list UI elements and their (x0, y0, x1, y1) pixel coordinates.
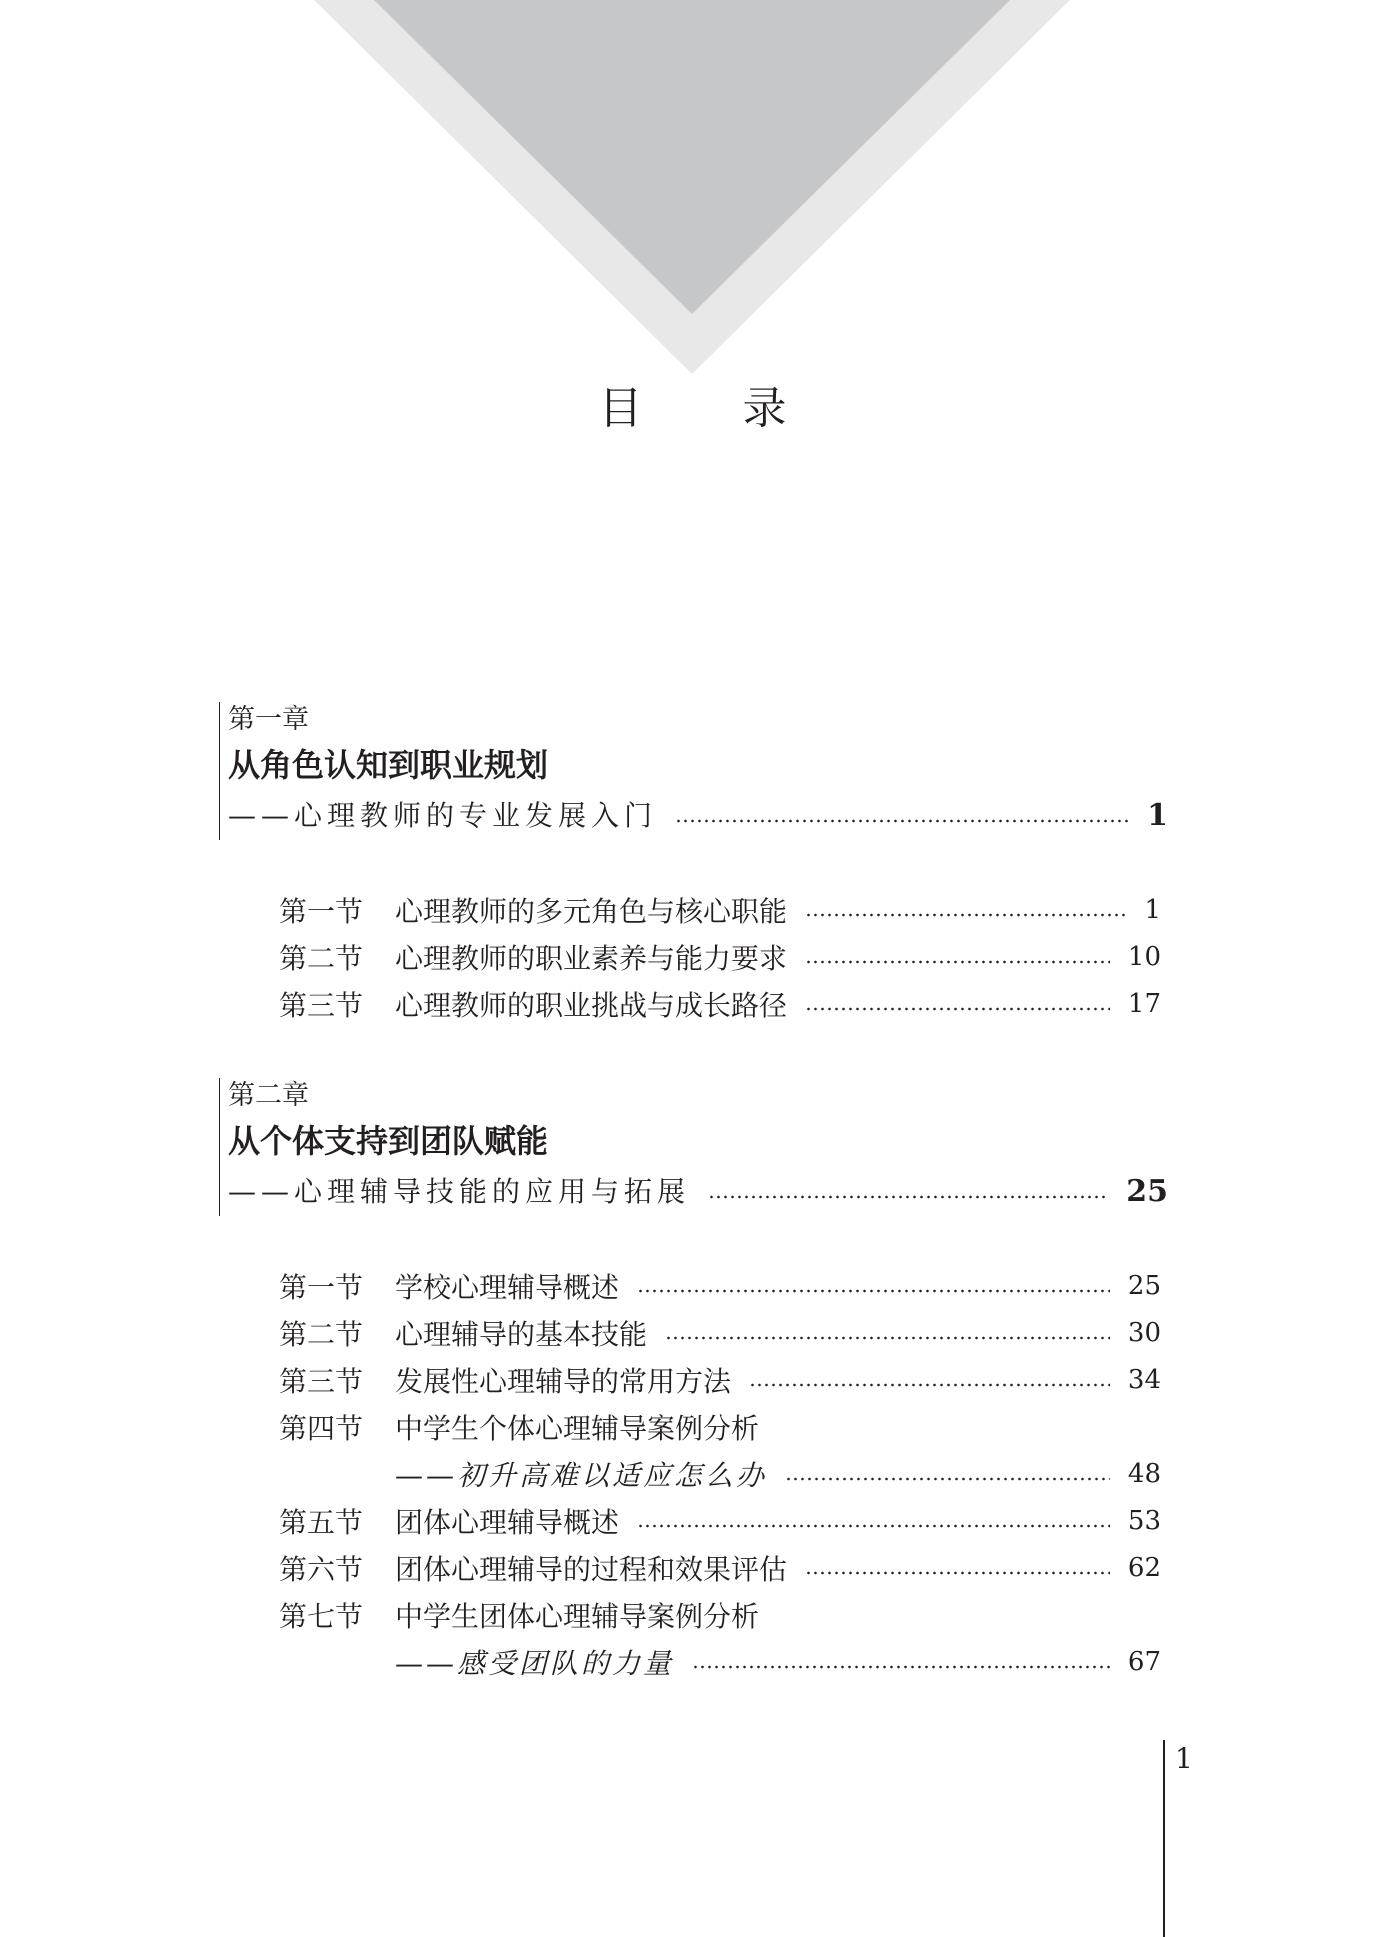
section-label: 第一节 (279, 894, 364, 928)
section-title: 心理教师的职业素养与能力要求 (395, 941, 788, 975)
section-title: 团体心理辅导的过程和效果评估 (395, 1552, 788, 1586)
section-title: 学校心理辅导概述 (395, 1270, 620, 1304)
chapter-number: 第二章 (228, 1080, 309, 1111)
leader-dots (785, 1477, 1110, 1481)
page-number: 17 (1127, 988, 1161, 1019)
section-subtitle: ——初升高难以适应怎么办 (395, 1458, 768, 1492)
leader-dots (637, 1524, 1110, 1528)
page-number: 30 (1127, 1317, 1161, 1348)
header-triangle-decoration (0, 0, 1385, 380)
toc-entry[interactable] (279, 980, 1161, 1027)
section-title: 中学生团体心理辅导案例分析 (395, 1599, 760, 1633)
page-number: 48 (1127, 1458, 1161, 1489)
section-label: 第三节 (279, 1364, 364, 1398)
toc-entry[interactable] (279, 933, 1161, 980)
section-label: 第六节 (279, 1552, 364, 1586)
leader-dots (708, 1195, 1108, 1199)
section-list (279, 1262, 1161, 1685)
chapter-subtitle-line[interactable] (228, 792, 1168, 840)
leader-dots (805, 1007, 1110, 1011)
leader-dots (675, 819, 1129, 823)
section-title: 心理辅导的基本技能 (395, 1317, 648, 1351)
page-number: 1 (1144, 894, 1161, 925)
toc-entry[interactable] (279, 1309, 1161, 1356)
chapter-subtitle: ——心理教师的专业发展入门 (228, 799, 658, 832)
section-label: 第三节 (279, 988, 364, 1022)
section-label: 第七节 (279, 1599, 364, 1633)
page-title: 目录 (598, 383, 887, 434)
section-label: 第二节 (279, 941, 364, 975)
section-label: 第二节 (279, 1317, 364, 1351)
chapter-number: 第一章 (228, 704, 309, 735)
section-title: 发展性心理辅导的常用方法 (395, 1364, 732, 1398)
toc-entry[interactable] (279, 886, 1161, 933)
chapter-title: 从角色认知到职业规划 (228, 746, 549, 784)
leader-dots (665, 1336, 1110, 1340)
page-number: 67 (1127, 1646, 1161, 1677)
section-list (279, 886, 1161, 1027)
toc-entry[interactable] (279, 1403, 1161, 1450)
section-title: 中学生个体心理辅导案例分析 (395, 1411, 760, 1445)
chapter-heading (219, 702, 1168, 840)
page-number: 62 (1127, 1552, 1161, 1583)
section-label: 第一节 (279, 1270, 364, 1304)
section-title: 心理教师的多元角色与核心职能 (395, 894, 788, 928)
toc-entry[interactable] (279, 1497, 1161, 1544)
chapter-subtitle-line[interactable] (228, 1168, 1168, 1216)
leader-dots (805, 913, 1126, 917)
chapter-subtitle: ——心理辅导技能的应用与拓展 (228, 1175, 691, 1208)
folio-page-number: 1 (1175, 1742, 1193, 1775)
section-label: 第四节 (279, 1411, 364, 1445)
page-number: 53 (1127, 1505, 1161, 1536)
leader-dots (805, 960, 1110, 964)
section-label: 第五节 (279, 1505, 364, 1539)
section-title: 心理教师的职业挑战与成长路径 (395, 988, 788, 1022)
section-title: 团体心理辅导概述 (395, 1505, 620, 1539)
leader-dots (637, 1289, 1110, 1293)
section-subtitle: ——感受团队的力量 (395, 1646, 675, 1680)
page-number: 34 (1127, 1364, 1161, 1395)
toc-entry-subtitle[interactable] (279, 1638, 1161, 1685)
toc-entry-subtitle[interactable] (279, 1450, 1161, 1497)
leader-dots (749, 1383, 1110, 1387)
page-number: 10 (1127, 941, 1161, 972)
leader-dots (692, 1665, 1110, 1669)
page-number: 25 (1127, 1270, 1161, 1301)
toc-entry[interactable] (279, 1356, 1161, 1403)
folio-rule (1163, 1740, 1165, 1937)
page-number: 1 (1147, 798, 1168, 833)
leader-dots (805, 1571, 1110, 1575)
chapter-heading (219, 1078, 1168, 1216)
chapter-title: 从个体支持到团队赋能 (228, 1122, 549, 1160)
toc-entry[interactable] (279, 1591, 1161, 1638)
toc-entry[interactable] (279, 1262, 1161, 1309)
toc-entry[interactable] (279, 1544, 1161, 1591)
page-number: 25 (1126, 1174, 1168, 1209)
